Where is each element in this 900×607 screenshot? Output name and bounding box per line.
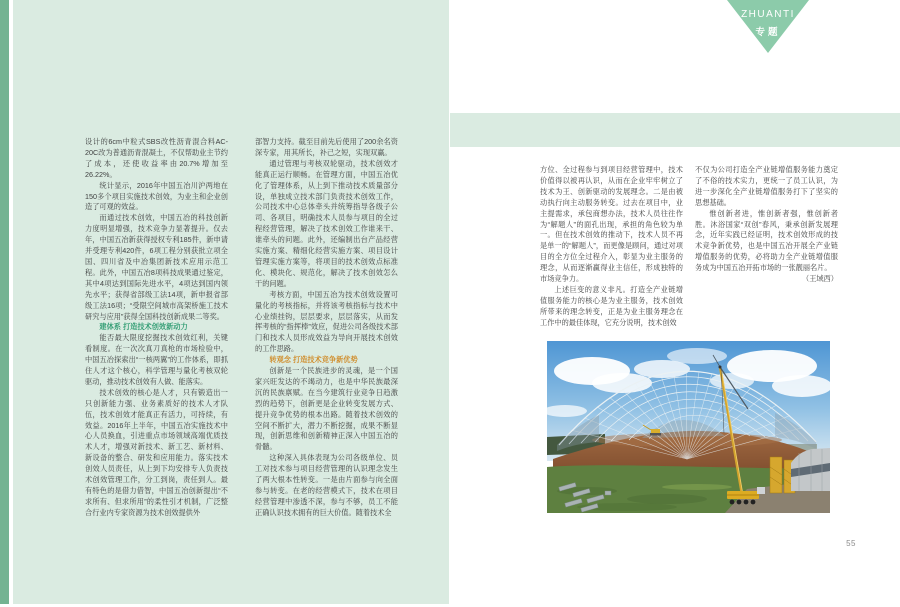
paragraph: 方位、全过程参与到项目经营管理中，技术价值得以被再认识，从而在企业牢牢树立了技术为王、创新驱动的发展理念。二是由被动执行向主动服务转变。过去在项目中，业主提需求，承包商想办法，技术人员往往作为“解题人”的面孔出现，承担的角色较为单一。但在技术创效的推动下，技术人员不再是单一的“解题人”，而更像是顾问，通过对项目的全方位全过程介入，彰显为业主服务的理念，从而逐渐赢得业主信任，形成独特的市场竞争力。 <box>540 165 683 284</box>
paragraph: 上述巨变的意义非凡。打造全产业链增值服务能力的核心是为业主服务，技术创效所带来的理念转变，正是为业主服务理念在工作中的最佳体现，它充分说明，技术创效 <box>540 284 683 327</box>
right-page-column-2 <box>695 165 838 285</box>
left-accent-strip <box>0 0 9 604</box>
paragraph: 惟创新者进，惟创新者强，惟创新者胜。沐浴国家“双创”春风，秉承创新发展理念，近年实践已经证明，技术创效形成的技术竞争新优势，也是中国五冶开展全产业链增值服务的优势，必将助力全产业链增值服务成为中国五冶开拓市场的一张靓丽名片。 <box>695 208 838 273</box>
paragraph: 这种深入具体表现为公司各级单位、员工对技术参与项目经营管理的认识理念发生了两大根本性转变。一是由片面参与向全面参与转变。在老的经营模式下，技术在项目经营管理中渗透不深，参与不够，员工不能正确认识技术拥有的巨大价值。随着技术全 <box>255 453 398 517</box>
section-tag-zh: 专题 <box>755 27 781 38</box>
paragraph: 创新是一个民族进步的灵魂，是一个国家兴旺发达的不竭动力，也是中华民族最深沉的民族禀赋。在当今建筑行业竞争日趋激烈的趋势下，创新更是企业转变发展方式、提升竞争优势的根本出路。随着技术创效的空间不断扩大，潜力不断挖掘，成果不断显现，创新思维和创新精神正深入中国五冶的骨髓。 <box>255 366 398 452</box>
page-number: 55 <box>846 539 856 548</box>
paragraph: 设计的6cm中粒式SBS改性沥青混合料AC-20C改为普通沥青混凝土，不仅帮助业主节约了成本，还使收益率由20.7%增加至26.22%。 <box>85 137 228 179</box>
construction-photo <box>547 341 830 513</box>
paragraph: 统计显示，2016年中国五冶川沪两地在150多个项目实施技术创效，为业主和企业创造了可观的效益。 <box>85 180 228 212</box>
section-heading-build-system: 建体系 打造技术创效新动力 <box>99 322 188 332</box>
paragraph: 部智力支持。截至目前先后使用了200余名资深专家，用其所长，补己之短，实现双赢。 <box>255 137 398 157</box>
paragraph: 能否最大限度挖掘技术创效红利，关键看制度。在一次次真刀真枪的市场检验中，中国五冶探索出“一核两翼”的工作体系，即抓住人才这个核心，科学管理与量化考核双轮驱动，推动技术创效有人做、能落实。 <box>85 333 228 386</box>
paragraph: 考核方面，中国五冶为技术创效设置可量化的考核指标，并将该考核指标与技术中心业绩挂钩，层层要求，层层落实，从而发挥考核的“指挥棒”效应，促进公司各级技术部门和技术人员形成效益为导向开展技术创效的工作思路。 <box>255 289 398 354</box>
right-page-header-band <box>450 113 900 147</box>
section-tag-en: ZHUANTI <box>741 9 795 20</box>
right-page-column-1 <box>540 165 683 329</box>
author-byline: （王域西） <box>802 274 838 284</box>
left-page-column-1 <box>85 137 228 519</box>
section-heading-change-mindset: 转观念 打造技术竞争新优势 <box>269 355 358 365</box>
paragraph: 而通过技术创效，中国五冶的科技创新力度明显增强，技术竞争力显著提升。仅去年，中国五冶新获得授权专利185件，新申请并受理专利420件，6项工程分别获批立项全国、四川省及中冶集团新技术应用示范工程。此外，中国五冶8项科技成果通过鉴定，其中4项达到国际先进水平，4项达到国内领先水平；获得省部级工法14项，新申报省部级工法16项；“受限空间城市高架桥施工技术研究与应用”获得全国科技创新成果二等奖。 <box>85 213 228 321</box>
construction-photo-image <box>547 341 830 513</box>
paragraph: 技术创效的核心是人才，只有锻造出一只创新能力强、业务素质好的技术人才队伍，技术创效才能真正有活力，可持续，有效益。2016年上半年，中国五冶实施技术中心人员换血，引进重点市场领域高端优质技术人才，增强对新技术、新工艺、新材料、新设备的整合、研发和应用能力。落实技术创效人员责任，从上到下均安排专人负责技术创效管理工作，分工到岗，责任到人。最有特色的是借力借智，中国五冶创新提出“不求所有、但求所用”的柔性引才机制，广泛整合行业内专家资源为技术创效提供外 <box>85 387 228 517</box>
section-tag <box>727 0 809 53</box>
paragraph: 通过管理与考核双轮驱动，技术创效才能真正运行顺畅。在管理方面，中国五冶优化了管理体系，从上到下推动技术质量部分设，单独成立技术部门负责技术创效工作，公司技术中心总体牵头并统筹指导各级子公司、各项目，明确技术人员参与项目的全过程经营管理，解决了技术创效工作谁来干、谁牵头的问题。此外，还编制出台产品经营实施方案、精细化经营实施方案、项目设计管理实施方案等，将项目的技术创效点标准化、模块化、规范化，解决了技术创效怎么干的问题。 <box>255 158 398 288</box>
paragraph: 不仅为公司打造全产业链增值服务能力奠定了不俗的技术实力，更统一了员工认识，为进一步深化全产业链增值服务打下了坚实的思想基础。 <box>695 165 838 207</box>
left-page-column-2 <box>255 137 398 519</box>
